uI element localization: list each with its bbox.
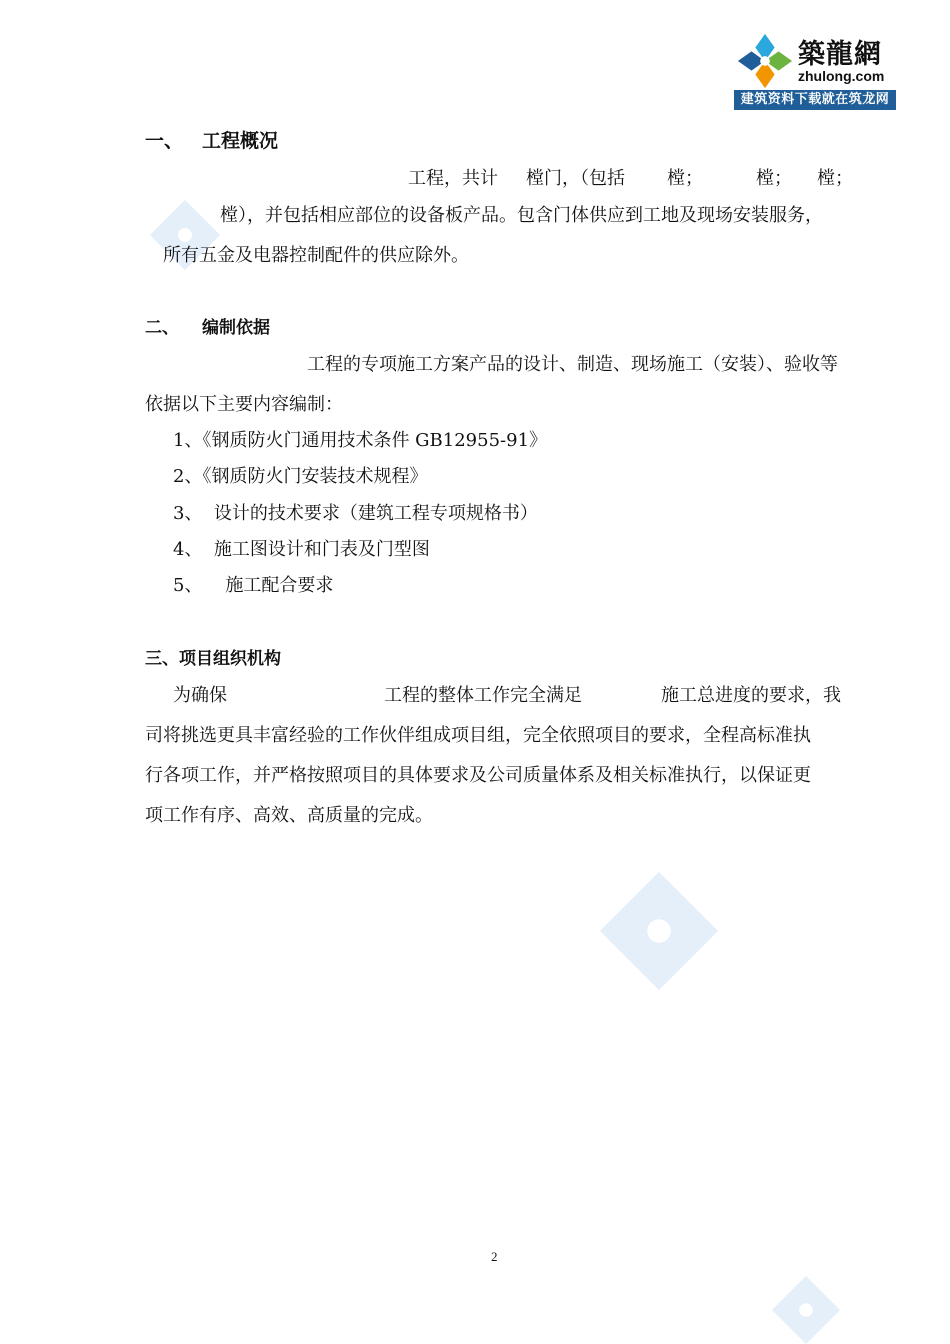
logo-slogan: 建筑资料下载就在筑龙网 — [734, 90, 896, 110]
watermark-snowflake-icon — [600, 872, 718, 990]
section1-text: 樘门，（包括 — [526, 168, 625, 189]
section1-text: 所有五金及电器控制配件的供应除外。 — [163, 245, 469, 266]
section3-text: 为确保 — [173, 685, 227, 706]
list-item: 5、 施工配合要求 — [173, 575, 334, 596]
section1-heading-title: 工程概况 — [202, 130, 279, 152]
section3-text: 行各项工作，并严格按照项目的具体要求及公司质量体系及相关标准执行，以保证更 — [145, 765, 811, 786]
section1-text: 工程，共计 — [408, 168, 498, 189]
section1-text: 樘； — [756, 168, 792, 189]
list-item: 3、 设计的技术要求（建筑工程专项规格书） — [173, 503, 538, 524]
section3-text: 项工作有序、高效、高质量的完成。 — [145, 805, 433, 826]
section2-heading-title: 编制依据 — [202, 318, 270, 338]
watermark-snowflake-icon — [772, 1276, 840, 1344]
section3-text: 司将挑选更具丰富经验的工作伙伴组成项目组，完全依照项目的要求，全程高标准执 — [145, 725, 811, 746]
list-item: 4、 施工图设计和门表及门型图 — [173, 539, 430, 560]
section1-heading-num: 一、 — [145, 130, 184, 152]
list-item: 2、《钢质防火门安装技术规程》 — [173, 466, 428, 487]
logo-name-cn: 築龍網 — [798, 39, 882, 70]
section3-text: 施工总进度的要求，我 — [661, 685, 841, 706]
section1-text: 樘； — [817, 168, 853, 189]
section3-text: 工程的整体工作完全满足 — [384, 685, 582, 706]
section2-text: 工程的专项施工方案产品的设计、制造、现场施工（安装）、验收等 — [307, 354, 838, 375]
zhulong-logo — [734, 30, 896, 110]
section1-text: 樘； — [667, 168, 703, 189]
logo-name-en: zhulong.com — [798, 68, 885, 84]
section1-text: 樘），并包括相应部位的设备板产品。包含门体供应到工地及现场安装服务， — [220, 205, 823, 226]
zhulong-snowflake-icon — [736, 32, 794, 90]
section2-text: 依据以下主要内容编制： — [145, 394, 343, 415]
list-item: 1、《钢质防火门通用技术条件 GB12955-91》 — [173, 430, 548, 451]
section2-heading-num: 二、 — [145, 318, 179, 338]
page-number: 2 — [491, 1249, 498, 1264]
section3-heading: 三、项目组织机构 — [145, 649, 281, 669]
